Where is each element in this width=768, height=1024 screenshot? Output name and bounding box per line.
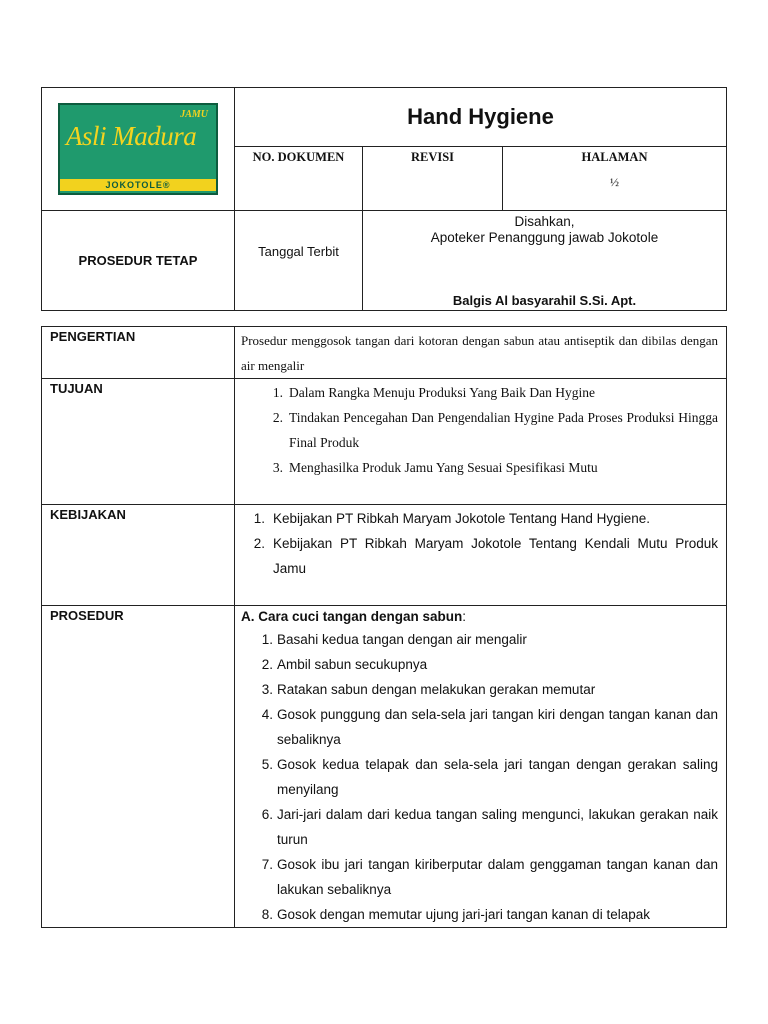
procedure-body-table <box>41 326 727 928</box>
pengertian-text: Prosedur menggosok tangan dari kotoran dengan sabun atau antiseptik dan dibilas dengan air mengalir <box>241 333 718 373</box>
list-item <box>241 455 718 480</box>
prosedur-steps-list <box>241 627 718 927</box>
item-text: Menghasilka Produk Jamu Yang Sesuai Spesifikasi Mutu <box>289 460 598 475</box>
list-item <box>241 852 718 902</box>
step-number: 7. <box>261 857 273 872</box>
item-text: Kebijakan PT Ribkah Maryam Jokotole Tentang Hand Hygiene. <box>273 511 650 526</box>
item-text: Tindakan Pencegahan Dan Pengendalian Hygine Pada Proses Produksi Hingga Final Produk <box>289 410 718 450</box>
list-item <box>241 677 718 702</box>
list-item <box>241 531 718 581</box>
step-number: 2. <box>261 657 273 672</box>
company-logo <box>58 103 218 195</box>
prosedur-heading-text: A. Cara cuci tangan dengan sabun <box>241 609 463 624</box>
tujuan-list <box>241 380 718 480</box>
halaman-cell <box>503 147 727 211</box>
list-item <box>241 652 718 677</box>
prosedur-heading <box>241 607 718 627</box>
kebijakan-label: KEBIJAKAN <box>42 505 235 606</box>
step-number: 6. <box>261 807 273 822</box>
list-item <box>241 405 718 455</box>
disahkan-label: Disahkan, <box>514 214 575 229</box>
list-item <box>241 702 718 752</box>
document-title: Hand Hygiene <box>235 88 727 147</box>
step-number: 3. <box>261 682 273 697</box>
no-dokumen-label: NO. DOKUMEN <box>252 150 345 164</box>
item-text: Kebijakan PT Ribkah Maryam Jokotole Tentang Kendali Mutu Produk Jamu <box>273 536 718 576</box>
item-number: 3. <box>272 460 283 475</box>
prosedur-tetap-label: PROSEDUR TETAP <box>42 211 235 311</box>
signatory-name: Balgis Al basyarahil S.Si. Apt. <box>452 293 637 308</box>
item-number: 1. <box>272 385 283 400</box>
revisi-cell <box>363 147 503 211</box>
no-dokumen-cell <box>235 147 363 211</box>
step-number: 4. <box>261 707 273 722</box>
kebijakan-content <box>235 505 727 606</box>
approval-cell <box>363 211 727 311</box>
step-text: Gosok kedua telapak dan sela-sela jari tangan dengan gerakan saling menyilang <box>277 757 718 797</box>
step-text: Jari-jari dalam dari kedua tangan saling mengunci, lakukan gerakan naik turun <box>277 807 718 847</box>
pengertian-content <box>235 327 727 379</box>
prosedur-heading-colon: : <box>462 609 467 624</box>
halaman-value: ½ <box>610 175 619 189</box>
step-number: 1. <box>261 632 273 647</box>
tanggal-terbit-label: Tanggal Terbit <box>235 211 363 311</box>
tujuan-label: TUJUAN <box>42 379 235 505</box>
list-item <box>241 627 718 652</box>
logo-jamu-text: JAMU <box>180 109 208 120</box>
list-item <box>241 380 718 405</box>
logo-sub-text: JOKOTOLE® <box>60 179 216 191</box>
item-text: Dalam Rangka Menuju Produksi Yang Baik Dan Hygine <box>289 385 595 400</box>
step-text: Gosok ibu jari tangan kiriberputar dalam genggaman tangan kanan dan lakukan sebaliknya <box>277 857 718 897</box>
list-item <box>241 802 718 852</box>
step-text: Gosok dengan memutar ujung jari-jari tangan kanan di telapak <box>277 907 650 922</box>
step-text: Gosok punggung dan sela-sela jari tangan kiri dengan tangan kanan dan sebaliknya <box>277 707 718 747</box>
item-number: 2. <box>272 410 283 425</box>
apoteker-label: Apoteker Penanggung jawab Jokotole <box>430 230 659 245</box>
pengertian-label: PENGERTIAN <box>42 327 235 379</box>
kebijakan-list <box>241 506 718 581</box>
prosedur-label: PROSEDUR <box>42 606 235 928</box>
logo-cell <box>42 88 235 211</box>
step-text: Ratakan sabun dengan melakukan gerakan memutar <box>277 682 596 697</box>
tujuan-content <box>235 379 727 505</box>
halaman-label: HALAMAN <box>581 150 648 164</box>
step-text: Basahi kedua tangan dengan air mengalir <box>277 632 527 647</box>
item-number: 1. <box>253 511 265 526</box>
item-number: 2. <box>253 536 265 551</box>
prosedur-content <box>235 606 727 928</box>
document-header-table <box>41 87 727 311</box>
revisi-label: REVISI <box>410 150 455 164</box>
step-text: Ambil sabun secukupnya <box>277 657 428 672</box>
step-number: 5. <box>261 757 273 772</box>
list-item <box>241 902 718 927</box>
logo-brand-text: Asli Madura <box>66 121 197 151</box>
step-number: 8. <box>261 907 273 922</box>
list-item <box>241 506 718 531</box>
list-item <box>241 752 718 802</box>
